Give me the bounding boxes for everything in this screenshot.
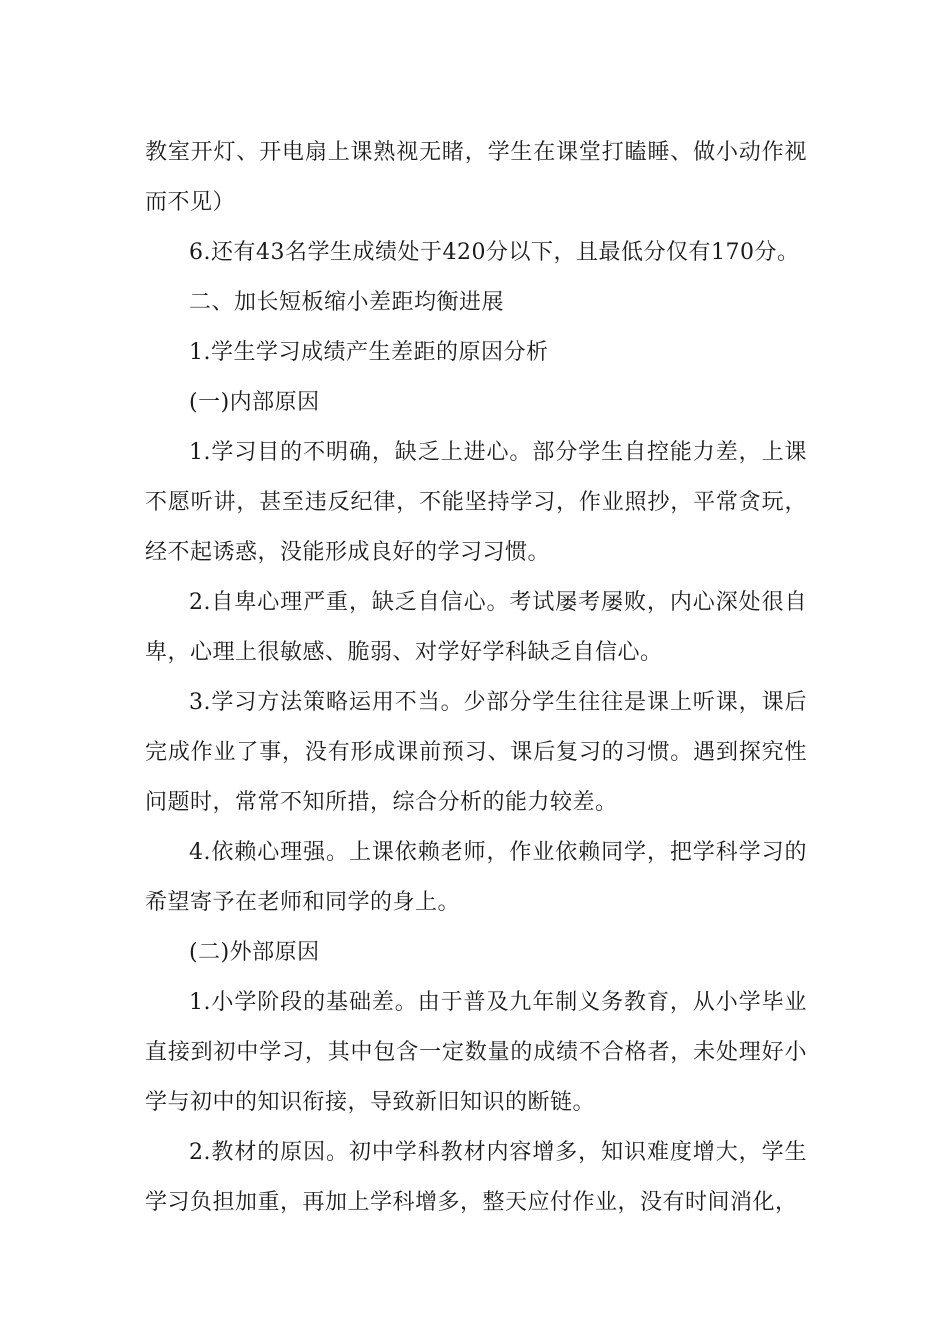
paragraph-internal-2: 2.自卑心理严重，缺乏自信心。考试屡考屡败，内心深处很自卑，心理上很敏感、脆弱、对学好学科缺乏自信心。 (145, 590, 807, 665)
paragraph-internal-1: 1.学习目的不明确，缺乏上进心。部分学生自控能力差，上课不愿听讲，甚至违反纪律，不能坚持学习，作业照抄，平常贪玩，经不起诱惑，没能形成良好的学习习惯。 (145, 440, 807, 565)
paragraph-internal-3: 3.学习方法策略运用不当。少部分学生往往是课上听课，课后完成作业了事，没有形成课前预习、课后复习的习惯。遇到探究性问题时，常常不知所措，综合分析的能力较差。 (145, 690, 807, 815)
document-body (145, 128, 807, 1228)
section-heading-2: 二、加长短板缩小差距均衡进展 (189, 290, 505, 315)
paragraph-internal-4: 4.依赖心理强。上课依赖老师，作业依赖同学，把学科学习的希望寄予在老师和同学的身上。 (145, 840, 807, 915)
subheading-external-causes: (二)外部原因 (189, 940, 320, 965)
paragraph-external-2: 2.教材的原因。初中学科教材内容增多，知识难度增大，学生学习负担加重，再加上学科增多，整天应付作业，没有时间消化， (145, 1140, 807, 1215)
subsection-heading-1: 1.学生学习成绩产生差距的原因分析 (189, 340, 549, 365)
paragraph-external-1: 1.小学阶段的基础差。由于普及九年制义务教育，从小学毕业直接到初中学习，其中包含一定数量的成绩不合格者，未处理好小学与初中的知识衔接，导致新旧知识的断链。 (145, 990, 807, 1115)
paragraph-1: 6.还有43名学生成绩处于420分以下，且最低分仅有170分。 (189, 240, 800, 265)
paragraph-0: 教室开灯、开电扇上课熟视无睹，学生在课堂打瞌睡、做小动作视而不见） (145, 140, 807, 215)
subheading-internal-causes: (一)内部原因 (189, 390, 320, 415)
